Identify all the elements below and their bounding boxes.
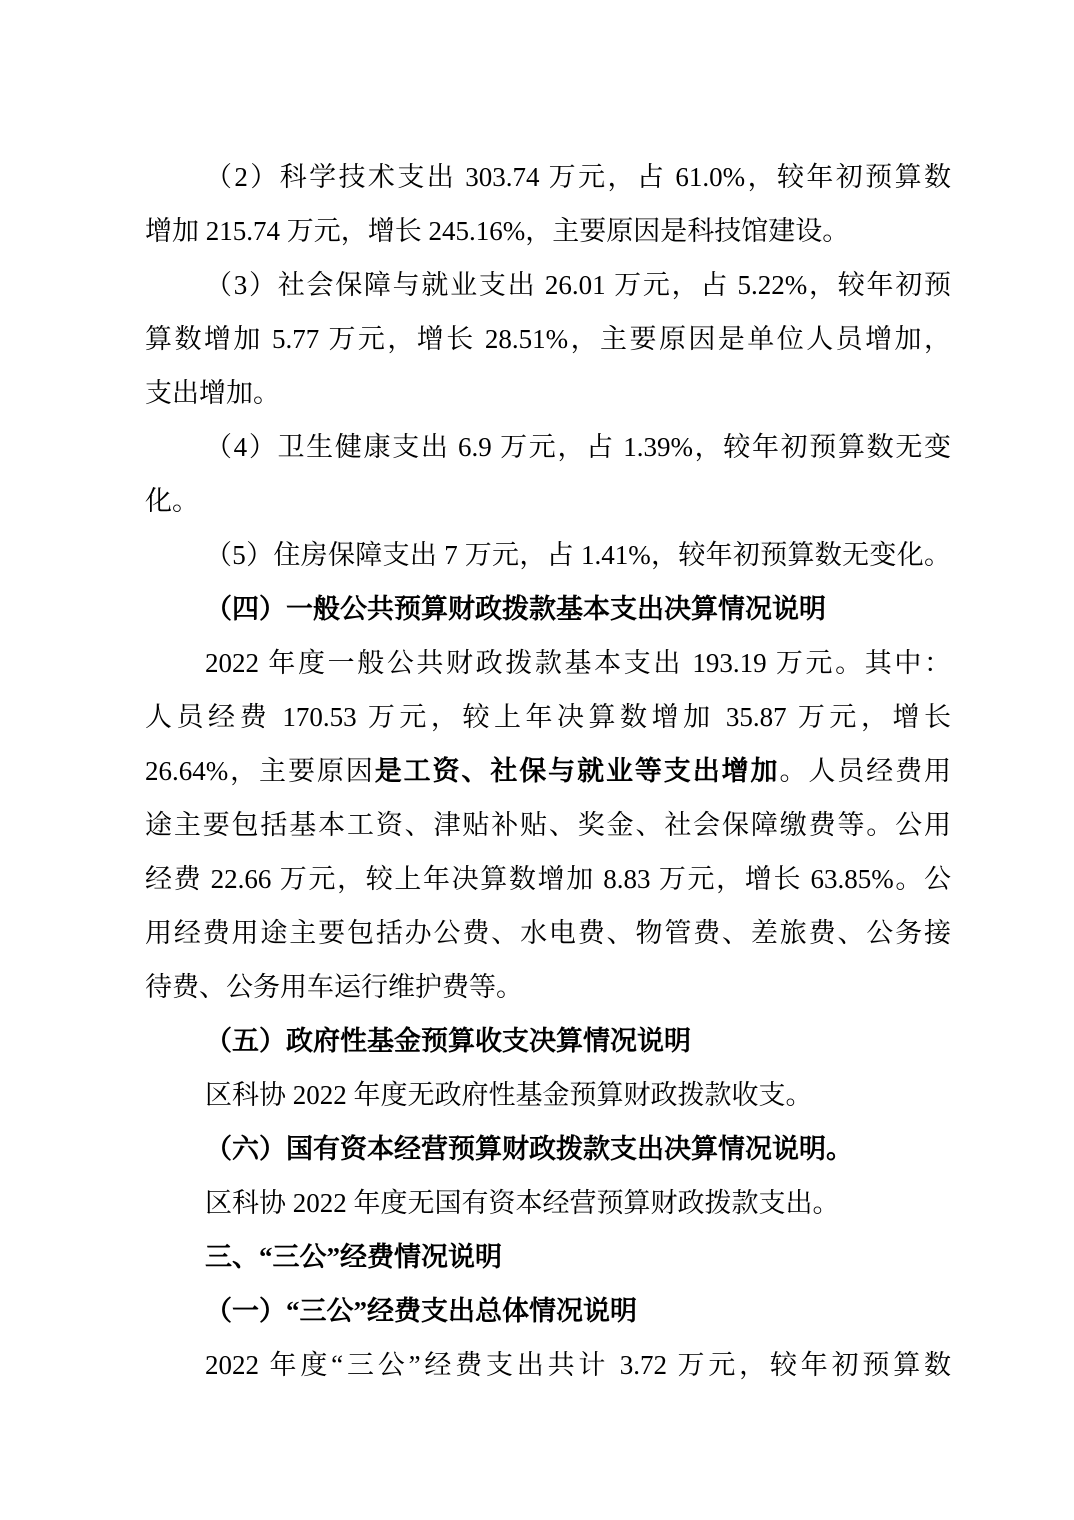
text-segment: 途主要包括基本工资、津贴补贴、奖金、社会保障缴费等。公用 (145, 810, 951, 840)
heading-line (145, 1230, 951, 1284)
text-segment: 待费、公务用车运行维护费等。 (145, 972, 523, 1002)
document-body (145, 150, 951, 1392)
bold-text-segment: （六）国有资本经营预算财政拨款支出决算情况说明。 (205, 1134, 853, 1164)
section-heading (145, 1230, 951, 1284)
bold-text-segment: 是工资、社保与就业等支出增加 (374, 756, 780, 786)
paragraph (145, 258, 951, 420)
paragraph (145, 150, 951, 258)
text-line (145, 1338, 951, 1392)
section-heading (145, 1014, 951, 1068)
text-line (145, 366, 951, 420)
heading-line (145, 1122, 951, 1176)
text-line (145, 204, 951, 258)
paragraph (145, 420, 951, 528)
text-segment: 增加 215.74 万元，增长 245.16%，主要原因是科技馆建设。 (145, 216, 850, 246)
text-segment: 2022 年度“三公”经费支出共计 3.72 万元，较年初预算数 (205, 1350, 951, 1380)
bold-text-segment: （四）一般公共预算财政拨款基本支出决算情况说明 (205, 594, 826, 624)
text-segment: 。人员经费用 (779, 756, 952, 786)
text-segment: （2）科学技术支出 303.74 万元，占 61.0%，较年初预算数 (205, 162, 951, 192)
text-line (145, 906, 951, 960)
paragraph (145, 1068, 951, 1122)
text-segment: 化。 (145, 486, 199, 516)
text-line (145, 1068, 951, 1122)
text-segment: 区科协 2022 年度无政府性基金预算财政拨款收支。 (205, 1080, 813, 1110)
text-segment: 26.64%，主要原因 (145, 756, 375, 786)
text-segment: 算数增加 5.77 万元，增长 28.51%，主要原因是单位人员增加， (145, 324, 951, 354)
text-line (145, 312, 951, 366)
text-line (145, 1176, 951, 1230)
text-line (145, 960, 951, 1014)
bold-text-segment: （一）“三公”经费支出总体情况说明 (205, 1296, 637, 1326)
bold-text-segment: 三、“三公”经费情况说明 (205, 1242, 502, 1272)
section-heading (145, 582, 951, 636)
text-segment: 区科协 2022 年度无国有资本经营预算财政拨款支出。 (205, 1188, 840, 1218)
text-line (145, 474, 951, 528)
text-line (145, 690, 951, 744)
text-segment: 2022 年度一般公共财政拨款基本支出 193.19 万元。其中： (205, 648, 951, 678)
text-line (145, 420, 951, 474)
text-segment: （3）社会保障与就业支出 26.01 万元，占 5.22%，较年初预 (205, 270, 951, 300)
paragraph (145, 1176, 951, 1230)
text-line (145, 744, 951, 798)
section-heading (145, 1122, 951, 1176)
text-line (145, 258, 951, 312)
text-line (145, 798, 951, 852)
bold-text-segment: （五）政府性基金预算收支决算情况说明 (205, 1026, 691, 1056)
text-line (145, 150, 951, 204)
text-line (145, 528, 951, 582)
paragraph (145, 636, 951, 1014)
paragraph (145, 1338, 951, 1392)
text-segment: （4）卫生健康支出 6.9 万元，占 1.39%，较年初预算数无变 (205, 432, 951, 462)
text-line (145, 636, 951, 690)
heading-line (145, 1014, 951, 1068)
heading-line (145, 582, 951, 636)
paragraph (145, 528, 951, 582)
text-segment: 人员经费 170.53 万元，较上年决算数增加 35.87 万元，增长 (145, 702, 951, 732)
text-line (145, 852, 951, 906)
heading-line (145, 1284, 951, 1338)
text-segment: 支出增加。 (145, 378, 280, 408)
text-segment: 用经费用途主要包括办公费、水电费、物管费、差旅费、公务接 (145, 918, 951, 948)
text-segment: （5）住房保障支出 7 万元，占 1.41%，较年初预算数无变化。 (205, 540, 951, 570)
section-heading (145, 1284, 951, 1338)
text-segment: 经费 22.66 万元，较上年决算数增加 8.83 万元，增长 63.85%。公 (145, 864, 951, 894)
